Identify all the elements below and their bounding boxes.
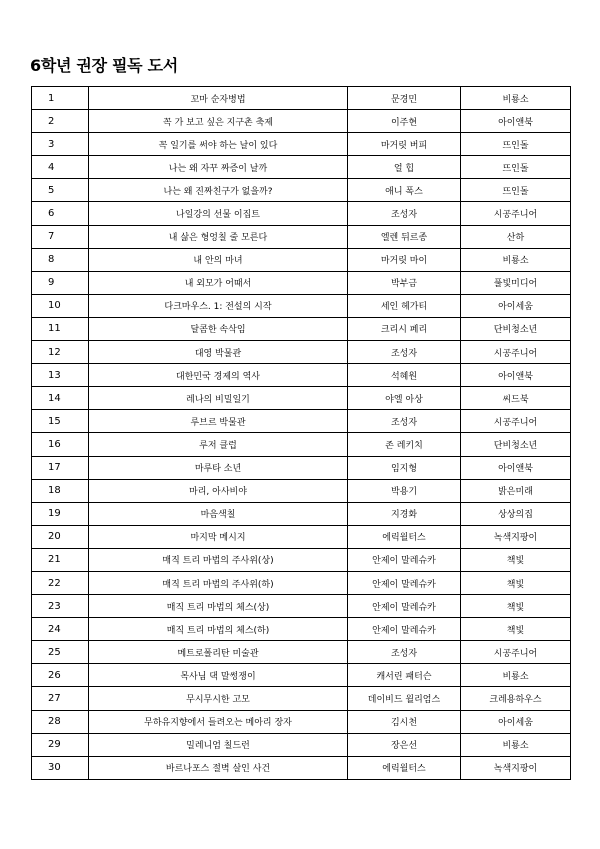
book-author: 안제이 말레슈카 <box>348 595 461 618</box>
table-row <box>32 179 571 202</box>
book-number: 24 <box>32 618 89 641</box>
book-publisher: 산하 <box>461 225 571 248</box>
book-title: 마음색칠 <box>89 502 348 525</box>
table-row <box>32 156 571 179</box>
book-number: 26 <box>32 664 89 687</box>
book-number: 4 <box>32 156 89 179</box>
book-publisher: 시공주니어 <box>461 341 571 364</box>
book-author: 존 레키치 <box>348 433 461 456</box>
table-row <box>32 456 571 479</box>
book-author: 조성자 <box>348 641 461 664</box>
table-row <box>32 687 571 710</box>
book-number: 29 <box>32 733 89 756</box>
table-row <box>32 364 571 387</box>
book-number: 18 <box>32 479 89 502</box>
table-row <box>32 317 571 340</box>
book-title: 다크마우스. 1: 전설의 시작 <box>89 294 348 317</box>
table-row <box>32 733 571 756</box>
book-title: 매직 트리 마법의 체스(하) <box>89 618 348 641</box>
book-author: 장은선 <box>348 733 461 756</box>
book-author: 안제이 말레슈카 <box>348 618 461 641</box>
book-number: 22 <box>32 571 89 594</box>
book-number: 16 <box>32 433 89 456</box>
book-publisher: 단비청소년 <box>461 433 571 456</box>
book-title: 매직 트리 마법의 주사위(하) <box>89 571 348 594</box>
book-author: 석혜원 <box>348 364 461 387</box>
book-author: 얼 힙 <box>348 156 461 179</box>
book-title: 레나의 비밀일기 <box>89 387 348 410</box>
table-row <box>32 618 571 641</box>
book-publisher: 시공주니어 <box>461 410 571 433</box>
book-publisher: 단비청소년 <box>461 317 571 340</box>
book-author: 조성자 <box>348 202 461 225</box>
table-row <box>32 710 571 733</box>
book-title: 내 삶은 형엉칠 줄 모른다 <box>89 225 348 248</box>
book-author: 크리시 페리 <box>348 317 461 340</box>
book-number: 12 <box>32 341 89 364</box>
book-author: 에릭월터스 <box>348 756 461 779</box>
book-number: 30 <box>32 756 89 779</box>
book-author: 세인 헤가티 <box>348 294 461 317</box>
book-title: 나는 왜 자꾸 짜증이 날까 <box>89 156 348 179</box>
book-number: 1 <box>32 87 89 110</box>
book-publisher: 아이세움 <box>461 710 571 733</box>
book-number: 23 <box>32 595 89 618</box>
book-number: 17 <box>32 456 89 479</box>
book-title: 무시무시한 고모 <box>89 687 348 710</box>
book-publisher: 풀빛미디어 <box>461 271 571 294</box>
book-title: 내 안의 마녀 <box>89 248 348 271</box>
book-number: 25 <box>32 641 89 664</box>
book-author: 문경민 <box>348 87 461 110</box>
book-publisher: 녹색지팡이 <box>461 756 571 779</box>
table-row <box>32 225 571 248</box>
table-row <box>32 756 571 779</box>
book-publisher: 아이세움 <box>461 294 571 317</box>
table-row <box>32 294 571 317</box>
book-number: 15 <box>32 410 89 433</box>
table-row <box>32 387 571 410</box>
book-number: 7 <box>32 225 89 248</box>
book-number: 5 <box>32 179 89 202</box>
table-row <box>32 433 571 456</box>
book-publisher: 비룡소 <box>461 87 571 110</box>
book-author: 에릭월터스 <box>348 525 461 548</box>
book-publisher: 아이앤북 <box>461 456 571 479</box>
book-title: 나일강의 선물 이집트 <box>89 202 348 225</box>
book-author: 조성자 <box>348 341 461 364</box>
book-publisher: 비룡소 <box>461 664 571 687</box>
book-author: 캐서린 패터슨 <box>348 664 461 687</box>
book-publisher: 크레용하우스 <box>461 687 571 710</box>
book-publisher: 시공주니어 <box>461 641 571 664</box>
book-publisher: 책빛 <box>461 571 571 594</box>
book-title: 매직 트리 마법의 체스(상) <box>89 595 348 618</box>
table-row <box>32 664 571 687</box>
book-number: 2 <box>32 110 89 133</box>
book-author: 마거릿 마이 <box>348 248 461 271</box>
table-row <box>32 595 571 618</box>
book-publisher: 시공주니어 <box>461 202 571 225</box>
table-row <box>32 248 571 271</box>
book-title: 루저 클럽 <box>89 433 348 456</box>
book-title: 대영 박물관 <box>89 341 348 364</box>
book-number: 8 <box>32 248 89 271</box>
book-author: 데이비드 윌리엄스 <box>348 687 461 710</box>
book-publisher: 아이앤북 <box>461 364 571 387</box>
book-number: 21 <box>32 548 89 571</box>
book-author: 야엘 아상 <box>348 387 461 410</box>
table-row <box>32 341 571 364</box>
table-row <box>32 410 571 433</box>
page-title: 6학년 권장 필독 도서 <box>30 56 178 75</box>
book-title: 대한민국 경제의 역사 <box>89 364 348 387</box>
book-number: 14 <box>32 387 89 410</box>
book-publisher: 아이앤북 <box>461 110 571 133</box>
book-author: 마거릿 버피 <box>348 133 461 156</box>
book-author: 박용기 <box>348 479 461 502</box>
book-number: 13 <box>32 364 89 387</box>
table-row <box>32 133 571 156</box>
table-row <box>32 571 571 594</box>
book-title: 바르나포스 절벽 살인 사건 <box>89 756 348 779</box>
book-number: 10 <box>32 294 89 317</box>
book-title: 밀레니엄 칠드런 <box>89 733 348 756</box>
book-author: 애니 폭스 <box>348 179 461 202</box>
book-publisher: 밝은미래 <box>461 479 571 502</box>
table-row <box>32 525 571 548</box>
book-title: 내 외모가 어때서 <box>89 271 348 294</box>
book-publisher: 녹색지팡이 <box>461 525 571 548</box>
table-row <box>32 479 571 502</box>
book-list-body <box>32 87 571 780</box>
book-publisher: 책빛 <box>461 595 571 618</box>
book-title: 꼭 가 보고 싶은 지구촌 축제 <box>89 110 348 133</box>
book-number: 27 <box>32 687 89 710</box>
book-publisher: 책빛 <box>461 548 571 571</box>
book-number: 3 <box>32 133 89 156</box>
book-title: 달콤한 속삭임 <box>89 317 348 340</box>
table-row <box>32 87 571 110</box>
book-author: 안제이 말레슈카 <box>348 571 461 594</box>
table-row <box>32 110 571 133</box>
book-list-table <box>31 86 571 780</box>
book-number: 28 <box>32 710 89 733</box>
book-title: 마루타 소년 <box>89 456 348 479</box>
book-title: 나는 왜 진짜친구가 없을까? <box>89 179 348 202</box>
table-row <box>32 271 571 294</box>
book-number: 11 <box>32 317 89 340</box>
table-row <box>32 548 571 571</box>
book-author: 엘렌 뒤르종 <box>348 225 461 248</box>
book-title: 마리, 아사비야 <box>89 479 348 502</box>
book-title: 꼭 일기를 써야 하는 날이 있다 <box>89 133 348 156</box>
book-number: 20 <box>32 525 89 548</box>
book-author: 조성자 <box>348 410 461 433</box>
book-publisher: 뜨인돌 <box>461 156 571 179</box>
table-row <box>32 502 571 525</box>
book-number: 6 <box>32 202 89 225</box>
book-author: 김시천 <box>348 710 461 733</box>
book-title: 매직 트리 마법의 주사위(상) <box>89 548 348 571</box>
table-row <box>32 641 571 664</box>
book-author: 안제이 말레슈카 <box>348 548 461 571</box>
book-title: 꼬마 순자병법 <box>89 87 348 110</box>
book-publisher: 뜨인돌 <box>461 133 571 156</box>
book-author: 이주현 <box>348 110 461 133</box>
book-publisher: 비룡소 <box>461 248 571 271</box>
book-publisher: 책빛 <box>461 618 571 641</box>
table-row <box>32 202 571 225</box>
book-publisher: 비룡소 <box>461 733 571 756</box>
book-title: 무하유지향에서 들려오는 메아리 장자 <box>89 710 348 733</box>
book-title: 메트로폴리탄 미술관 <box>89 641 348 664</box>
book-author: 지경화 <box>348 502 461 525</box>
book-number: 19 <box>32 502 89 525</box>
book-author: 임지형 <box>348 456 461 479</box>
book-publisher: 상상의집 <box>461 502 571 525</box>
book-title: 목사님 댁 말썽쟁이 <box>89 664 348 687</box>
book-title: 루브르 박물관 <box>89 410 348 433</box>
book-number: 9 <box>32 271 89 294</box>
book-author: 박부금 <box>348 271 461 294</box>
book-publisher: 씨드북 <box>461 387 571 410</box>
book-publisher: 뜨인돌 <box>461 179 571 202</box>
book-title: 마지막 메시지 <box>89 525 348 548</box>
